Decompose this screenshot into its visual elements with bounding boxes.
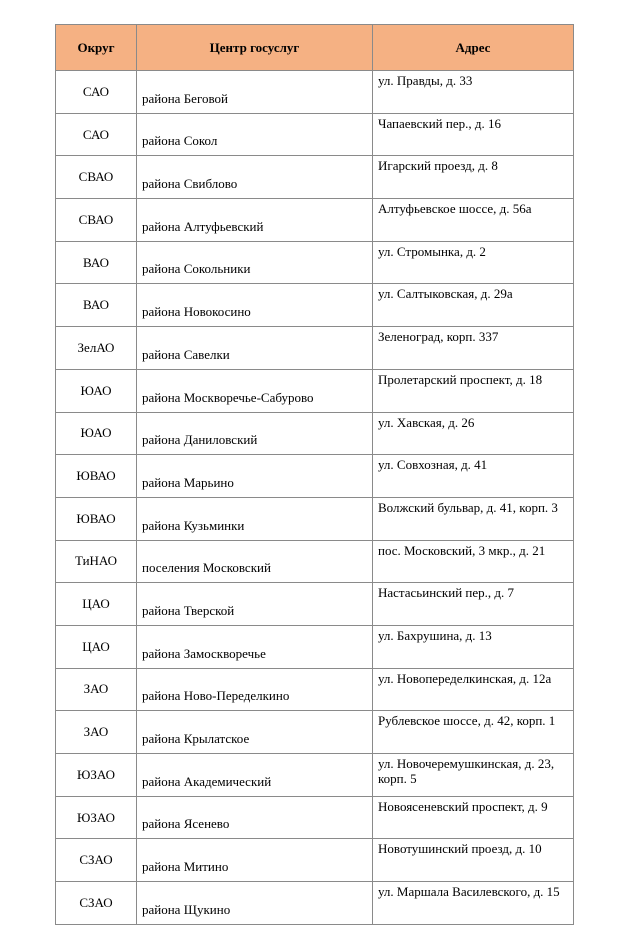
address-cell: Настасьинский пер., д. 7 bbox=[373, 583, 574, 626]
center-cell: района Москворечье-Сабурово bbox=[137, 369, 373, 412]
center-cell: района Сокольники bbox=[137, 241, 373, 284]
okrug-cell: СВАО bbox=[56, 199, 137, 242]
okrug-cell: СВАО bbox=[56, 156, 137, 199]
table-row bbox=[56, 71, 574, 114]
okrug-cell: ЦАО bbox=[56, 583, 137, 626]
center-cell: района Кузьминки bbox=[137, 497, 373, 540]
center-cell: района Новокосино bbox=[137, 284, 373, 327]
okrug-cell: САО bbox=[56, 71, 137, 114]
address-cell: Алтуфьевское шоссе, д. 56а bbox=[373, 199, 574, 242]
okrug-cell: ЮВАО bbox=[56, 497, 137, 540]
address-cell: Новоясеневский проспект, д. 9 bbox=[373, 796, 574, 839]
address-cell: ул. Хавская, д. 26 bbox=[373, 412, 574, 455]
okrug-cell: ВАО bbox=[56, 241, 137, 284]
table-row bbox=[56, 369, 574, 412]
center-cell: района Алтуфьевский bbox=[137, 199, 373, 242]
okrug-cell: СЗАО bbox=[56, 882, 137, 925]
center-cell: района Свиблово bbox=[137, 156, 373, 199]
okrug-cell: ЦАО bbox=[56, 625, 137, 668]
header-okrug: Округ bbox=[56, 25, 137, 71]
table-row bbox=[56, 497, 574, 540]
center-cell: района Марьино bbox=[137, 455, 373, 498]
okrug-cell: ВАО bbox=[56, 284, 137, 327]
table-row bbox=[56, 241, 574, 284]
table-row bbox=[56, 284, 574, 327]
gosuslugi-centers-table bbox=[55, 24, 574, 925]
center-cell: района Митино bbox=[137, 839, 373, 882]
address-cell: Игарский проезд, д. 8 bbox=[373, 156, 574, 199]
table-row bbox=[56, 455, 574, 498]
header-address: Адрес bbox=[373, 25, 574, 71]
address-cell: Рублевское шоссе, д. 42, корп. 1 bbox=[373, 711, 574, 754]
table-row bbox=[56, 583, 574, 626]
center-cell: района Ясенево bbox=[137, 796, 373, 839]
okrug-cell: ЮЗАО bbox=[56, 754, 137, 797]
address-cell: Пролетарский проспект, д. 18 bbox=[373, 369, 574, 412]
address-cell: ул. Стромынка, д. 2 bbox=[373, 241, 574, 284]
table-row bbox=[56, 796, 574, 839]
address-cell: Зеленоград, корп. 337 bbox=[373, 327, 574, 370]
okrug-cell: ТиНАО bbox=[56, 540, 137, 583]
table-row bbox=[56, 199, 574, 242]
okrug-cell: ЮЗАО bbox=[56, 796, 137, 839]
okrug-cell: ЮАО bbox=[56, 369, 137, 412]
address-cell: пос. Московский, 3 мкр., д. 21 bbox=[373, 540, 574, 583]
center-cell: района Академический bbox=[137, 754, 373, 797]
address-cell: ул. Совхозная, д. 41 bbox=[373, 455, 574, 498]
center-cell: района Крылатское bbox=[137, 711, 373, 754]
okrug-cell: ЗелАО bbox=[56, 327, 137, 370]
table-row bbox=[56, 711, 574, 754]
address-cell: ул. Салтыковская, д. 29а bbox=[373, 284, 574, 327]
table-header bbox=[56, 25, 574, 71]
center-cell: района Щукино bbox=[137, 882, 373, 925]
address-cell: ул. Новопеределкинская, д. 12а bbox=[373, 668, 574, 711]
address-cell: Чапаевский пер., д. 16 bbox=[373, 113, 574, 156]
center-cell: района Сокол bbox=[137, 113, 373, 156]
center-cell: поселения Московский bbox=[137, 540, 373, 583]
center-cell: района Тверской bbox=[137, 583, 373, 626]
header-center: Центр госуслуг bbox=[137, 25, 373, 71]
okrug-cell: ЮВАО bbox=[56, 455, 137, 498]
table-row bbox=[56, 754, 574, 797]
address-cell: Новотушинский проезд, д. 10 bbox=[373, 839, 574, 882]
address-cell: ул. Новочеремушкинская, д. 23, корп. 5 bbox=[373, 754, 574, 797]
center-cell: района Даниловский bbox=[137, 412, 373, 455]
table-row bbox=[56, 668, 574, 711]
table-row bbox=[56, 625, 574, 668]
okrug-cell: ЮАО bbox=[56, 412, 137, 455]
center-cell: района Замоскворечье bbox=[137, 625, 373, 668]
table-row bbox=[56, 839, 574, 882]
okrug-cell: САО bbox=[56, 113, 137, 156]
table-row bbox=[56, 882, 574, 925]
table-row bbox=[56, 156, 574, 199]
header-row bbox=[56, 25, 574, 71]
address-cell: ул. Маршала Василевского, д. 15 bbox=[373, 882, 574, 925]
okrug-cell: ЗАО bbox=[56, 668, 137, 711]
okrug-cell: СЗАО bbox=[56, 839, 137, 882]
center-cell: района Беговой bbox=[137, 71, 373, 114]
address-cell: ул. Бахрушина, д. 13 bbox=[373, 625, 574, 668]
center-cell: района Ново-Переделкино bbox=[137, 668, 373, 711]
address-cell: Волжский бульвар, д. 41, корп. 3 bbox=[373, 497, 574, 540]
address-cell: ул. Правды, д. 33 bbox=[373, 71, 574, 114]
table-body bbox=[56, 71, 574, 925]
okrug-cell: ЗАО bbox=[56, 711, 137, 754]
center-cell: района Савелки bbox=[137, 327, 373, 370]
table-row bbox=[56, 327, 574, 370]
table-row bbox=[56, 412, 574, 455]
table-row bbox=[56, 113, 574, 156]
table-row bbox=[56, 540, 574, 583]
